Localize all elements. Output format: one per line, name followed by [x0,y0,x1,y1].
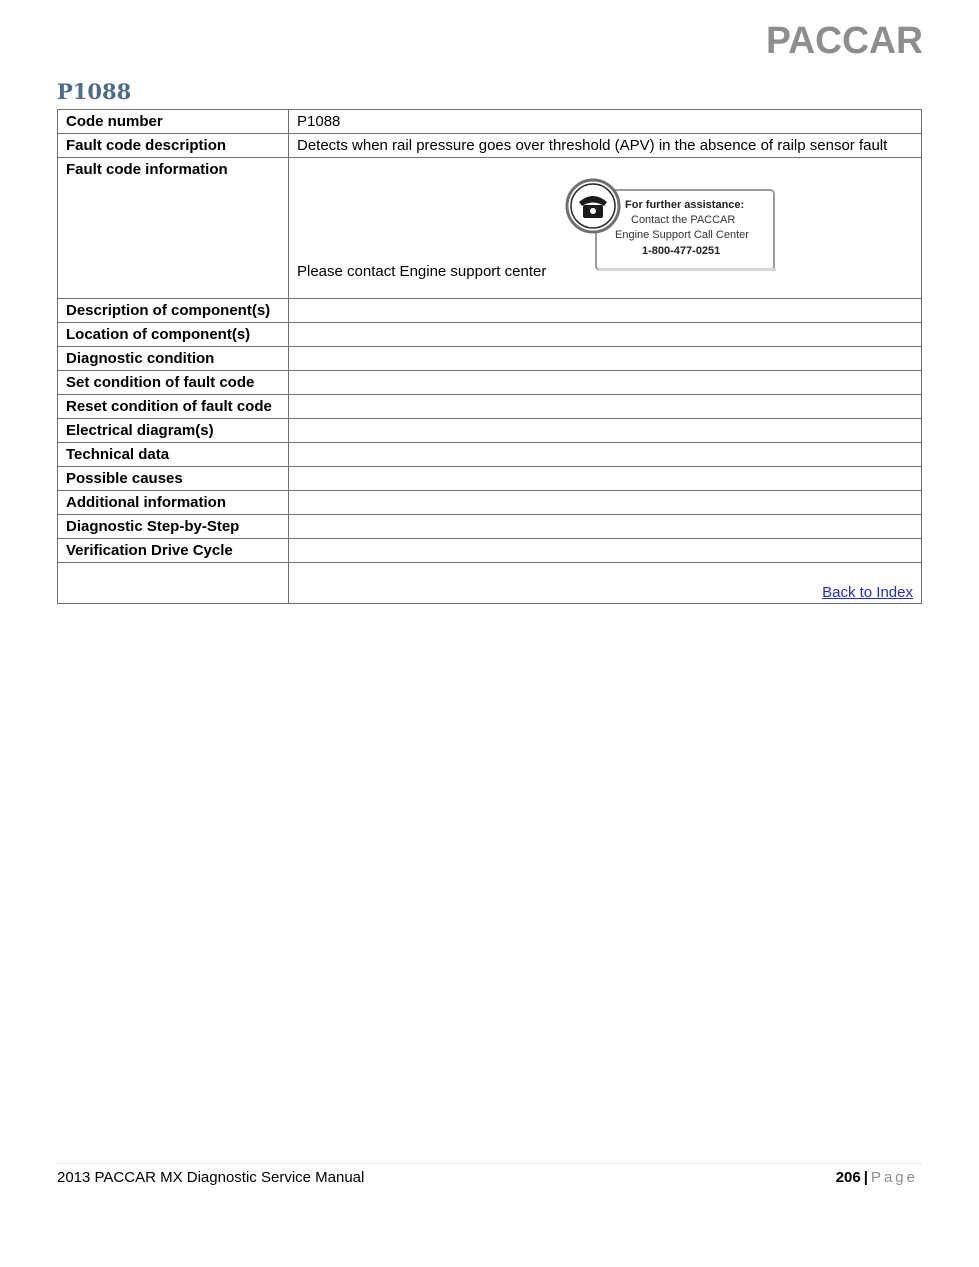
footer-page-info [836,1168,918,1188]
table-row [58,563,922,604]
table-row [58,158,922,299]
row-label: Fault code information [58,158,289,299]
page-separator: | [863,1169,868,1186]
row-label: Diagnostic condition [58,347,289,371]
paccar-logo [766,20,924,56]
telephone-icon [567,180,619,232]
page-number: 206 [835,1169,861,1186]
row-value [289,515,922,539]
table-row [58,539,922,563]
row-value: Detects when rail pressure goes over threshold (APV) in the absence of railp sensor fault [289,134,922,158]
row-value: P1088 [289,110,922,134]
assist-line3: Engine Support Call Center [615,229,749,241]
row-label: Location of component(s) [58,323,289,347]
page-word: Page [870,1169,918,1186]
row-label: Electrical diagram(s) [58,419,289,443]
row-value: Please contact Engine support center [297,263,547,280]
row-label: Technical data [58,443,289,467]
assist-line1: For further assistance: [625,199,745,211]
table-row [58,395,922,419]
row-label: Diagnostic Step-by-Step [58,515,289,539]
footer-divider [57,1163,922,1164]
row-value [289,419,922,443]
row-value [289,539,922,563]
empty-label-cell [58,563,289,604]
back-link-cell [289,563,922,604]
table-row [58,419,922,443]
page-title: P1088 [57,79,132,104]
row-label: Description of component(s) [58,299,289,323]
row-label: Possible causes [58,467,289,491]
table-row [58,134,922,158]
row-value [289,395,922,419]
row-label: Set condition of fault code [58,371,289,395]
row-label: Additional information [58,491,289,515]
table-row [58,467,922,491]
row-value [289,443,922,467]
row-value [289,467,922,491]
table-row [58,299,922,323]
table-row [58,371,922,395]
table-row [58,443,922,467]
row-label: Fault code description [58,134,289,158]
assistance-callout [565,178,777,274]
row-value [289,323,922,347]
row-label: Verification Drive Cycle [58,539,289,563]
row-label: Code number [58,110,289,134]
fault-info-cell [289,158,922,299]
svg-text:PACCAR: PACCAR [766,20,923,56]
row-value [289,491,922,515]
row-value [289,299,922,323]
row-label: Reset condition of fault code [58,395,289,419]
table-row [58,491,922,515]
back-to-index-link[interactable]: Back to Index [822,583,913,601]
assist-line2: Contact the PACCAR [631,214,736,226]
assist-phone: 1-800-477-0251 [642,245,721,257]
footer-manual-title: 2013 PACCAR MX Diagnostic Service Manual [57,1169,365,1186]
table-row [58,347,922,371]
table-row [58,323,922,347]
table-row [58,515,922,539]
row-value [289,347,922,371]
fault-code-table [57,109,922,604]
row-value [289,371,922,395]
table-row [58,110,922,134]
